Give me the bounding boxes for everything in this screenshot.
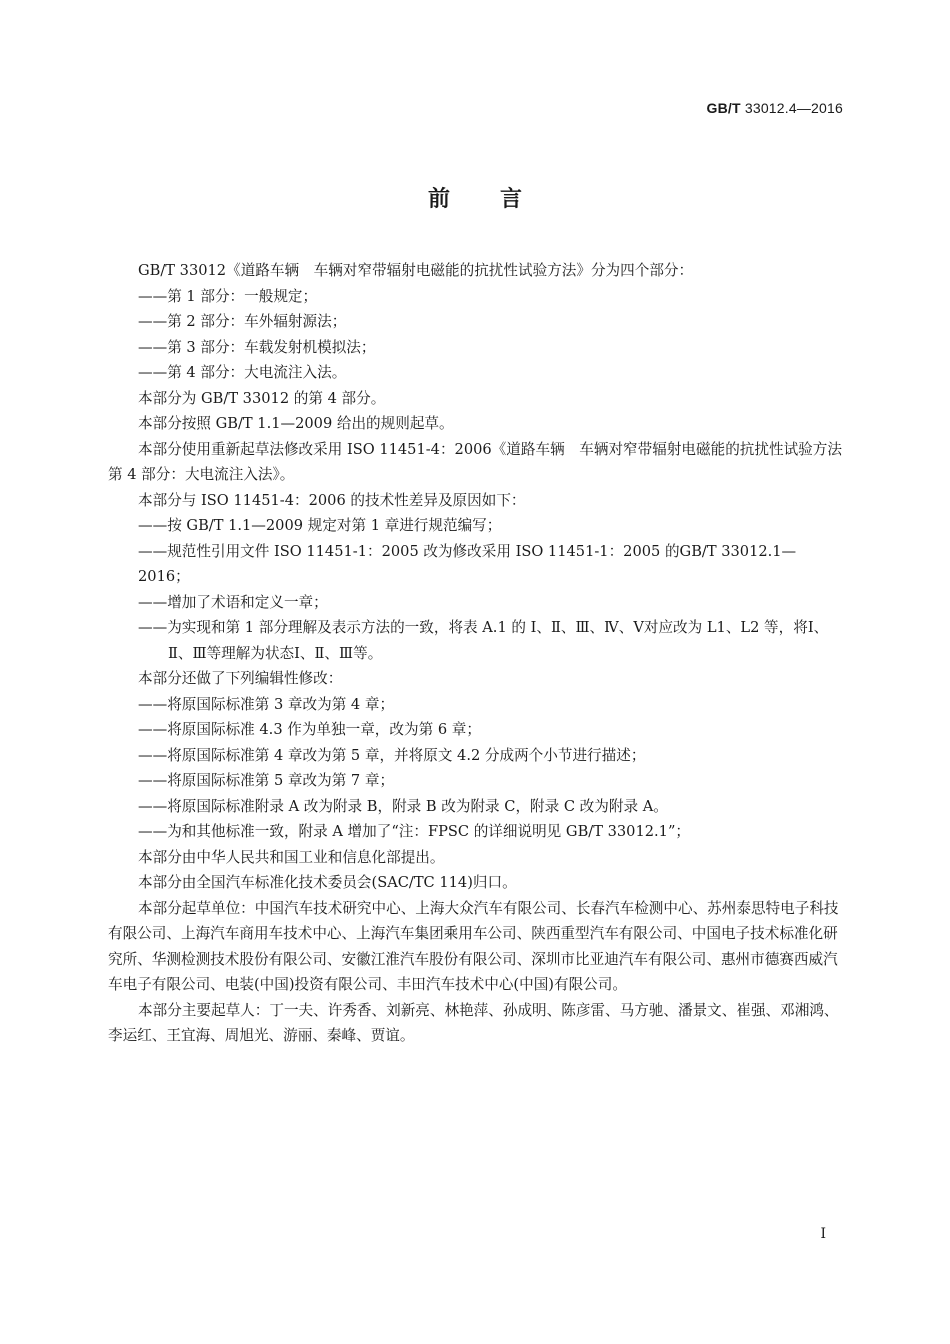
standard-code-prefix: GB/T bbox=[706, 100, 741, 116]
paragraph-drafting-rules: 本部分按照 GB/T 1.1—2009 给出的规则起草。 bbox=[138, 415, 454, 432]
list-item-diff1: ——按 GB/T 1.1—2009 规定对第 1 章进行规范编写； bbox=[138, 517, 502, 534]
list-item-edit5: ——将原国际标准附录 A 改为附录 B，附录 B 改为附录 C，附录 C 改为附录 A。 bbox=[138, 797, 668, 815]
list-item-edit3: ——将原国际标准第 4 章改为第 5 章，并将原文 4.2 分成两个小节进行描述； bbox=[138, 746, 646, 764]
paragraph-technical-differences: 本部分与 ISO 11451-4：2006 的技术性差异及原因如下： bbox=[138, 491, 526, 509]
paragraph-proposer: 本部分由中华人民共和国工业和信息化部提出。 bbox=[138, 848, 445, 866]
list-item-diff4: ——为实现和第 1 部分理解及表示方法的一致，将表 A.1 的 Ⅰ、Ⅱ、Ⅲ、Ⅳ、Ⅴ对应改为 L1、L2 等，将Ⅰ、Ⅱ、Ⅲ等理解为状态Ⅰ、Ⅱ、Ⅲ等。 bbox=[138, 619, 829, 662]
list-item-edit1: ——将原国际标准第 3 章改为第 4 章； bbox=[138, 695, 395, 713]
paragraph-editorial-changes: 本部分还做了下列编辑性修改： bbox=[138, 670, 343, 687]
page-title: 前言 bbox=[427, 187, 572, 212]
paragraph-intro: GB/T 33012《道路车辆 车辆对窄带辐射电磁能的抗扰性试验方法》分为四个部分： bbox=[138, 262, 694, 279]
list-item-part1: ——第 1 部分：一般规定； bbox=[138, 287, 318, 305]
page-number: I bbox=[820, 1226, 826, 1242]
list-item-edit4: ——将原国际标准第 5 章改为第 7 章； bbox=[138, 772, 395, 789]
paragraph-drafters: 本部分主要起草人：丁一夫、许秀香、刘新亮、林艳萍、孙成明、陈彦雷、马方驰、潘景文、崔强、邓湘鸿、李运红、王宜海、周旭光、游丽、秦峰、贾谊。 bbox=[108, 1001, 839, 1044]
list-item-part4: ——第 4 部分：大电流注入法。 bbox=[138, 364, 347, 381]
list-item-edit6: ——为和其他标准一致，附录 A 增加了“注：FPSC 的详细说明见 GB/T 33012.1”； bbox=[138, 823, 690, 840]
paragraph-adoption: 本部分使用重新起草法修改采用 ISO 11451-4：2006《道路车辆 车辆对窄带辐射电磁能的抗扰性试验方法 第 4 部分：大电流注入法》。 bbox=[108, 440, 842, 483]
standard-code bbox=[707, 100, 844, 116]
list-item-part2: ——第 2 部分：车外辐射源法； bbox=[138, 313, 347, 330]
paragraph-administration: 本部分由全国汽车标准化技术委员会(SAC/TC 114)归口。 bbox=[138, 874, 517, 891]
list-item-diff2: ——规范性引用文件 ISO 11451-1：2005 改为修改采用 ISO 11451-1：2005 的GB/T 33012.1—2016； bbox=[138, 542, 797, 585]
list-item-edit2: ——将原国际标准 4.3 作为单独一章，改为第 6 章； bbox=[138, 721, 481, 738]
paragraph-part-statement: 本部分为 GB/T 33012 的第 4 部分。 bbox=[138, 389, 386, 407]
list-item-part3: ——第 3 部分：车载发射机模拟法； bbox=[138, 338, 376, 356]
foreword-body bbox=[108, 258, 844, 1049]
paragraph-drafting-units: 本部分起草单位：中国汽车技术研究中心、上海大众汽车有限公司、长春汽车检测中心、苏州泰思特电子科技有限公司、上海汽车商用车技术中心、上海汽车集团乘用车公司、陕西重型汽车有限公司、中国电子技术标准化研究所、华测检测技术股份有限公司、安徽江淮汽车股份有限公司、深圳市比亚迪汽车有限公司、惠州市德赛西威汽车电子有限公司、电装(中国)投资有限公司、丰田汽车技术中心(中国)有限公司。 bbox=[108, 899, 839, 993]
list-item-diff3: ——增加了术语和定义一章； bbox=[138, 593, 328, 611]
standard-code-number: 33012.4—2016 bbox=[744, 100, 843, 116]
